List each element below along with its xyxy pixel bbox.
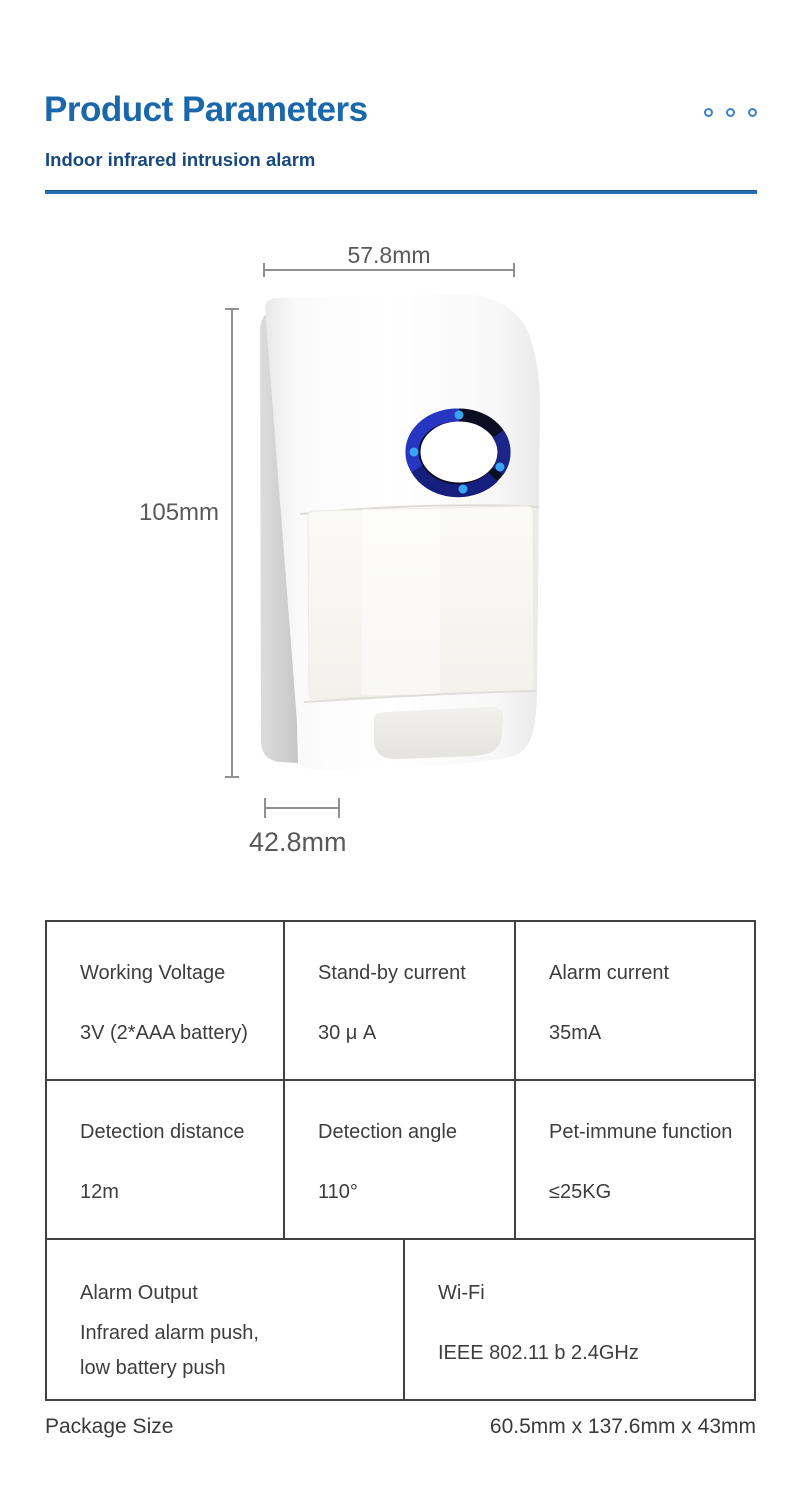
page-title: Product Parameters bbox=[44, 90, 368, 129]
spec-value: 12m bbox=[80, 1181, 119, 1203]
circle-dot-icon bbox=[704, 108, 713, 117]
circle-dot-icon bbox=[748, 108, 757, 117]
spec-value: 30 μ A bbox=[318, 1022, 377, 1044]
dimension-height: 105mm bbox=[139, 499, 220, 526]
table-row bbox=[47, 922, 754, 1081]
dimension-line-bottom bbox=[264, 807, 340, 809]
dimension-tick bbox=[263, 263, 265, 277]
spec-value: 110° bbox=[318, 1181, 358, 1203]
device-panel-highlight bbox=[362, 509, 440, 695]
cell-detection-angle bbox=[285, 1081, 516, 1238]
spec-label: Wi-Fi bbox=[438, 1282, 485, 1304]
spec-value: IEEE 802.11 b 2.4GHz bbox=[438, 1342, 639, 1364]
device-image bbox=[250, 293, 550, 777]
dimension-tick bbox=[338, 798, 340, 818]
cell-standby-current bbox=[285, 922, 516, 1079]
cell-alarm-current bbox=[516, 922, 754, 1079]
cell-working-voltage bbox=[47, 922, 285, 1079]
table-row bbox=[47, 1081, 754, 1240]
spec-label: Alarm current bbox=[549, 962, 670, 984]
package-size-row bbox=[45, 1415, 756, 1439]
cell-alarm-output bbox=[47, 1240, 405, 1399]
spec-label: Detection angle bbox=[318, 1121, 457, 1143]
spec-value: Infrared alarm push, bbox=[80, 1322, 259, 1344]
device-bottom-lens bbox=[374, 707, 504, 759]
spec-label: Alarm Output bbox=[80, 1282, 198, 1304]
dimension-tick bbox=[225, 308, 239, 310]
dimension-tick bbox=[264, 798, 266, 818]
cell-detection-distance bbox=[47, 1081, 285, 1238]
cell-pet-immune bbox=[516, 1081, 754, 1238]
spec-value: 3V (2*AAA battery) bbox=[80, 1022, 248, 1044]
spec-label: Stand-by current bbox=[318, 962, 466, 984]
header-divider bbox=[45, 190, 757, 194]
spec-label: Detection distance bbox=[80, 1121, 245, 1143]
led-ring-icon bbox=[410, 411, 505, 494]
spec-value: ≤25KG bbox=[549, 1181, 612, 1203]
cell-wifi bbox=[405, 1240, 754, 1399]
package-size-value: 60.5mm x 137.6mm x 43mm bbox=[489, 1415, 756, 1438]
spec-value: 35mA bbox=[549, 1022, 602, 1044]
circle-dot-icon bbox=[726, 108, 735, 117]
decorative-dots bbox=[704, 108, 757, 117]
package-size-label: Package Size bbox=[45, 1415, 174, 1438]
dimension-tick bbox=[513, 263, 515, 277]
spec-value: low battery push bbox=[80, 1357, 226, 1379]
spec-label: Pet-immune function bbox=[549, 1121, 733, 1143]
dimension-line-left bbox=[231, 308, 233, 778]
dimension-top-width: 57.8mm bbox=[347, 242, 431, 268]
dimension-line-top bbox=[263, 269, 515, 271]
dimension-tick bbox=[225, 776, 239, 778]
page-subtitle: Indoor infrared intrusion alarm bbox=[45, 149, 316, 170]
spec-table bbox=[45, 920, 756, 1401]
spec-label: Working Voltage bbox=[80, 962, 226, 984]
dimension-bottom-width: 42.8mm bbox=[249, 827, 347, 857]
table-row bbox=[47, 1240, 754, 1399]
